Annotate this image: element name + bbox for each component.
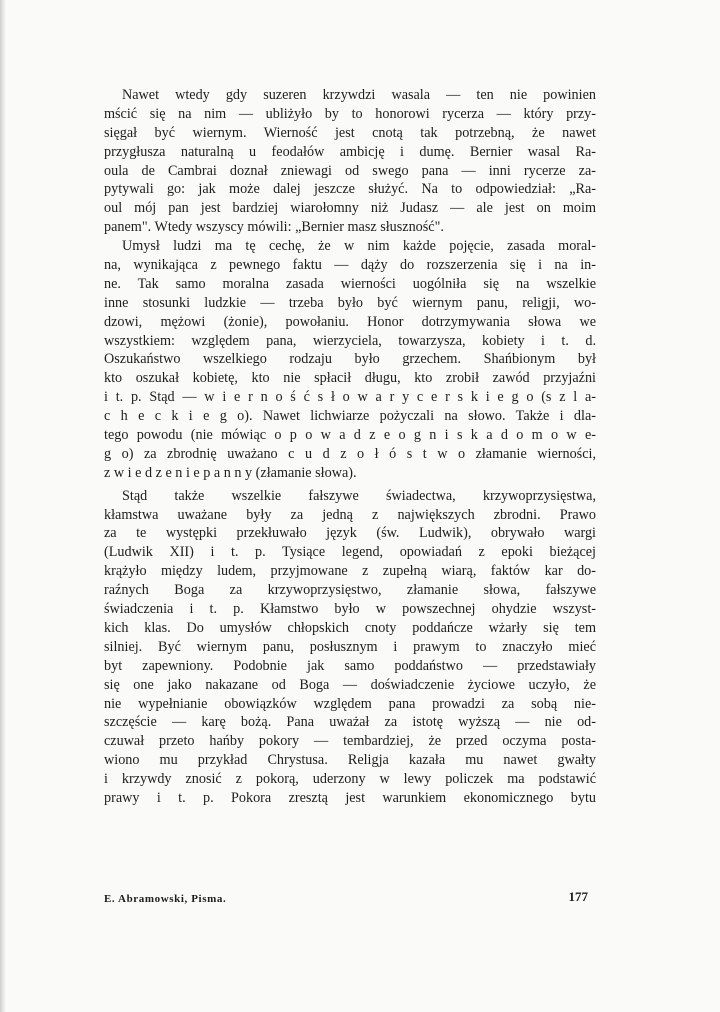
text-line: sięgał być wiernym. Wierność jest cnotą tak potrzebną, że nawet bbox=[104, 124, 596, 141]
text-line: szczęście — karę bożą. Pana uważał za istotę wyższą — nie od- bbox=[104, 714, 596, 731]
footer-signature: E. Abramowski, Pisma. bbox=[104, 893, 227, 905]
text-line: i t. p. Stąd — w i e r n o ś ć s ł o w a r y c e r s k i e g o (s z l a- bbox=[104, 389, 596, 406]
text-line: świadczenia i t. p. Kłamstwo było w powszechnej ohydzie wszyst- bbox=[104, 601, 596, 618]
page-edge-shadow bbox=[0, 0, 6, 1012]
text-line: krążyło między ludem, przyjmowane z zupełną wiarą, faktów kar do- bbox=[104, 563, 596, 580]
text-line: wiono mu przykład Chrystusa. Religja kazała mu nawet gwałty bbox=[104, 752, 596, 769]
text-line: c h e c k i e g o). Nawet lichwiarze pożyczali na słowo. Także i dla- bbox=[104, 408, 596, 425]
text-line: nie wypełnianie obowiązków względem pana prowadzi za sobą nie- bbox=[104, 695, 596, 712]
text-line: panem". Wtedy wszyscy mówili: „Bernier masz słuszność". bbox=[104, 219, 444, 236]
text-line: oula de Cambrai doznał zniewagi od swego pana — inni rycerze za- bbox=[104, 162, 596, 179]
text-line: inne stosunki ludzkie — trzeba było być wiernym panu, religji, wo- bbox=[104, 294, 596, 311]
text-line: Stąd także wszelkie fałszywe świadectwa, krzywoprzysięstwa, bbox=[122, 487, 596, 504]
text-line: raźnych Boga za krzywoprzysięstwo, złamanie słowa, fałszywe bbox=[104, 582, 596, 599]
text-line: prawy i t. p. Pokora zresztą jest warunkiem ekonomicznego bytu bbox=[104, 789, 596, 806]
text-line: na, wynikająca z pewnego faktu — dąży do rozszerzenia się i na in- bbox=[104, 257, 596, 274]
text-line: mścić się na nim — ubliżyło by to honorowi rycerza — który przy- bbox=[104, 105, 596, 122]
page-footer bbox=[104, 889, 596, 909]
text-line: przygłusza naturalną u feodałów ambicję i dumę. Bernier wasal Ra- bbox=[104, 143, 596, 160]
text-line: ne. Tak samo moralna zasada wierności uogólniła się na wszelkie bbox=[104, 275, 596, 292]
text-line: pytywali go: jak może dalej jeszcze służyć. Na to odpowiedział: „Ra- bbox=[104, 181, 596, 198]
text-line: Umysł ludzi ma tę cechę, że w nim każde pojęcie, zasada moral- bbox=[122, 238, 596, 255]
text-line: tego powodu (nie mówiąc o p o w a d z e o g n i s k a d o m o w e- bbox=[104, 427, 596, 444]
text-line: się one jako nakazane od Boga — doświadczenie życiowe uczyło, że bbox=[104, 676, 596, 693]
text-line: kto oszukał kobietę, kto nie spłacił długu, kto zrobił zawód przyjaźni bbox=[104, 370, 596, 387]
text-line: z w i e d z e n i e p a n n y (złamanie słowa). bbox=[104, 464, 357, 481]
text-line: (Ludwik XII) i t. p. Tysiące legend, opowiadań z epoki bieżącej bbox=[104, 544, 596, 561]
text-line: kłamstwa uważane były za jedną z największych zbrodni. Prawo bbox=[104, 506, 596, 523]
text-line: kich klas. Do umysłów chłopskich cnoty poddańcze wżarły się tem bbox=[104, 619, 596, 636]
text-line: Oszukaństwo wszelkiego rodzaju było grzechem. Shańbionym był bbox=[104, 351, 596, 368]
text-line: Nawet wtedy gdy suzeren krzywdzi wasala — ten nie powinien bbox=[122, 87, 596, 103]
body-text bbox=[104, 86, 596, 808]
text-line: i krzywdy znosić z pokorą, uderzony w lewy policzek ma podstawić bbox=[104, 771, 596, 788]
text-line: silniej. Być wiernym panu, posłusznym i prawym to znaczyło mieć bbox=[104, 638, 596, 655]
text-line: czuwał przeto hańby pokory — tembardziej, że przed oczyma posta- bbox=[104, 733, 596, 750]
page-number: 177 bbox=[568, 889, 588, 904]
text-line: g o) za zbrodnię uważano c u d z o ł ó s t w o złamanie wierności, bbox=[104, 445, 596, 462]
text-line: oul mój pan jest bardziej wiarołomny niż Judasz — ale jest on moim bbox=[104, 200, 596, 217]
text-line: byt zapewniony. Podobnie jak samo poddaństwo — przedstawiały bbox=[104, 657, 596, 674]
text-line: wszystkiem: względem pana, wierzyciela, towarzysza, kobiety i t. d. bbox=[104, 332, 596, 349]
text-line: dzowi, mężowi (żonie), powołaniu. Honor dotrzymywania słowa we bbox=[104, 313, 596, 330]
text-line: za te występki przekłuwało język (św. Ludwik), obrywało wargi bbox=[104, 525, 596, 542]
